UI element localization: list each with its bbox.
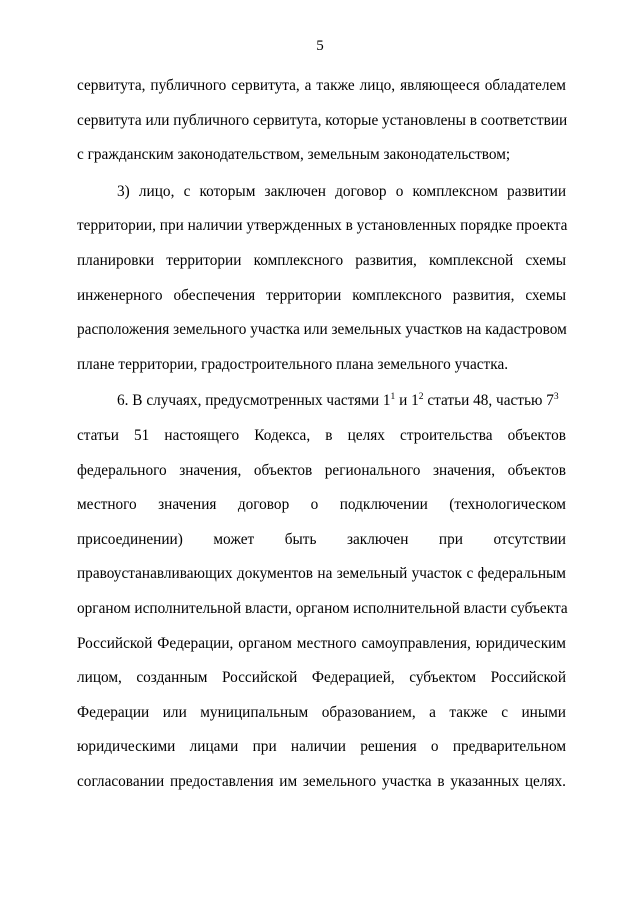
text-line: Российской Федерации, органом местного самоуправления, юридическим	[77, 634, 566, 652]
document-body	[77, 75, 566, 805]
superscript: 3	[553, 392, 559, 403]
text-line: плане территории, градостроительного плана земельного участка.	[77, 355, 509, 373]
text-line: 3) лицо, с которым заключен договор о комплексном развитии	[117, 182, 566, 200]
text-line: планировки территории комплексного развития, комплексной схемы	[77, 251, 566, 269]
text-fragment: и 1	[395, 392, 419, 410]
paragraph-item-3	[77, 181, 566, 389]
text-line: инженерного обеспечения территории комплексного развития, схемы	[77, 286, 566, 304]
text-fragment: статьи 48, частью 7	[423, 392, 554, 410]
text-fragment: 6. В случаях, предусмотренных частями 1	[117, 392, 391, 410]
text-line-with-superscripts	[77, 390, 566, 425]
text-line: расположения земельного участка или земельных участков на кадастровом	[77, 321, 567, 339]
text-line: Федерации или муниципальным образованием, а также с иными	[77, 703, 566, 721]
paragraph-continuation	[77, 75, 566, 179]
text-line: статьи 51 настоящего Кодекса, в целях строительства объектов	[77, 426, 566, 444]
text-line: территории, при наличии утвержденных в установленных порядке проекта	[77, 217, 568, 235]
page-number: 5	[316, 38, 324, 54]
text-line: федерального значения, объектов регионального значения, объектов	[77, 461, 566, 479]
text-line: лицом, созданным Российской Федерацией, субъектом Российской	[77, 669, 566, 687]
text-line: органом исполнительной власти, органом исполнительной власти субъекта	[77, 599, 568, 617]
superscript: 1	[390, 392, 396, 403]
text-line: присоединении) может быть заключен при отсутствии	[77, 530, 566, 548]
text-line: правоустанавливающих документов на земельный участок с федеральным	[77, 565, 566, 583]
text-line: сервитута, публичного сервитута, а также лицо, являющееся обладателем	[77, 77, 566, 94]
text-line: сервитута или публичного сервитута, которые установлены в соответствии	[77, 111, 568, 129]
text-line: местного значения договор о подключении (технологическом	[77, 496, 566, 514]
text-line: юридическими лицами при наличии решения о предварительном	[77, 738, 566, 756]
superscript: 2	[418, 392, 424, 403]
text-line: согласовании предоставления им земельного участка в указанных целях.	[77, 772, 566, 790]
text-line: с гражданским законодательством, земельным законодательством;	[77, 146, 511, 164]
paragraph-part-6	[77, 390, 566, 805]
